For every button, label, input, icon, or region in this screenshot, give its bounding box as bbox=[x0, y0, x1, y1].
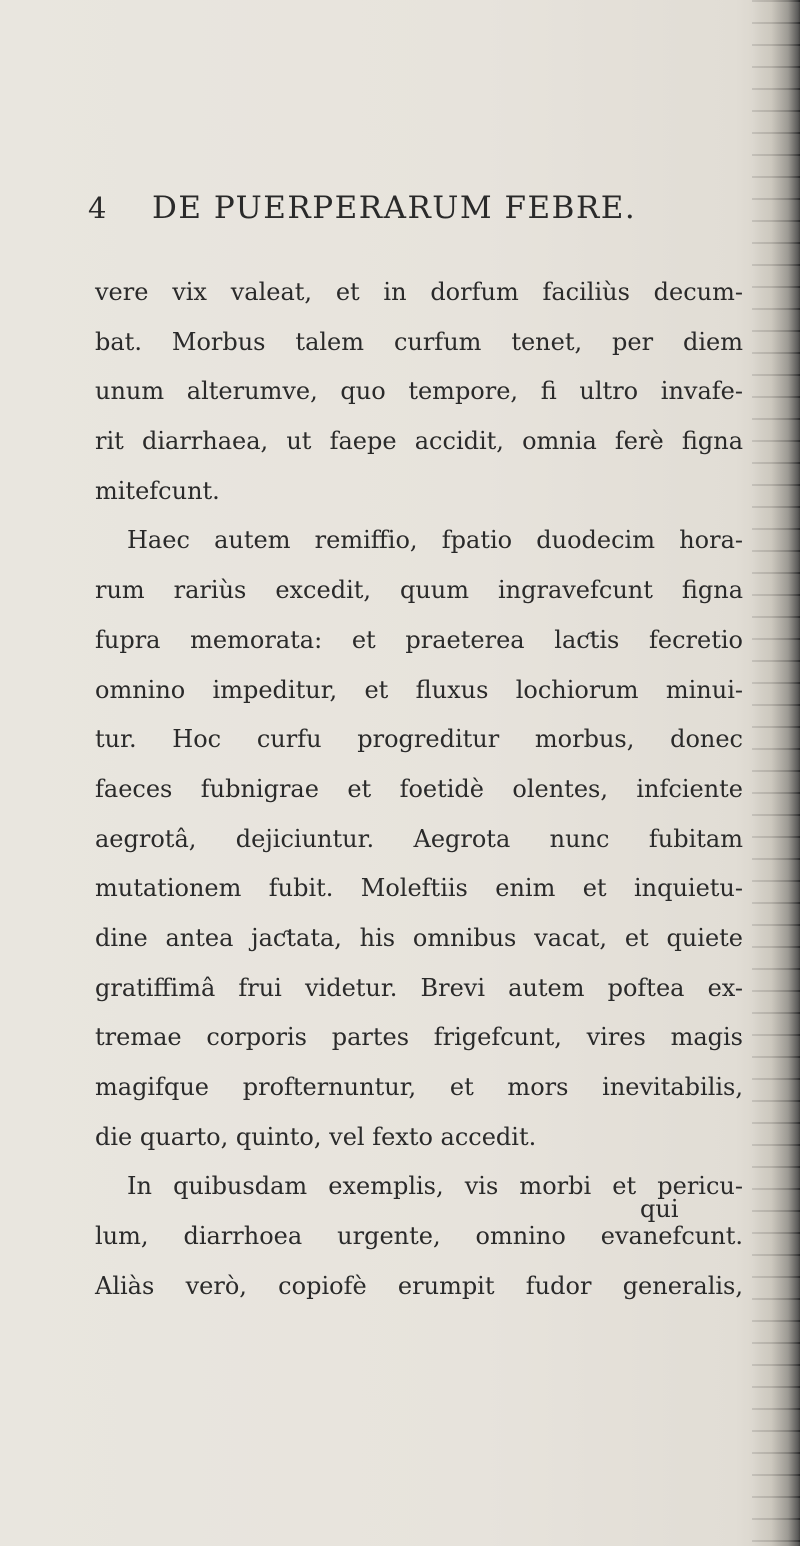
text-line: rit diarrhaea, ut faepe accidit, omnia ferè figna bbox=[95, 427, 743, 456]
running-title: DE PUERPERARUM FEBRE. bbox=[152, 190, 637, 226]
page-number: 4 bbox=[88, 191, 108, 225]
text-line: vere vix valeat, et in dorfum faciliùs decum- bbox=[95, 278, 743, 306]
text-line: rum rariùs excedit, quum ingravefcunt figna bbox=[95, 576, 743, 605]
text-line: mutationem fubit. Moleftiis enim et inquietu- bbox=[95, 874, 743, 903]
text-line: tur. Hoc curfu progreditur morbus, donec bbox=[95, 725, 743, 754]
text-line: lum, diarrhoea urgente, omnino evanefcunt. bbox=[95, 1222, 743, 1251]
running-head bbox=[88, 190, 728, 240]
text-line: tremae corporis partes frigefcunt, vires magis bbox=[95, 1023, 743, 1052]
text-line: In quibusdam exemplis, vis morbi et pericu- bbox=[127, 1172, 743, 1201]
text-line: Haec autem remiffio, fpatio duodecim hora- bbox=[127, 526, 743, 555]
text-line: Aliàs verò, copiofè erumpit fudor generalis, bbox=[95, 1271, 743, 1300]
text-block bbox=[95, 268, 743, 1311]
binding-edge bbox=[752, 0, 800, 1546]
text-line: bat. Morbus talem curfum tenet, per diem bbox=[95, 327, 743, 356]
text-line: magifque profternuntur, et mors inevitabilis, bbox=[95, 1073, 743, 1101]
text-line: faeces fubnigrae et foetidè olentes, infciente bbox=[95, 774, 743, 803]
text-line: gratiffimâ frui videtur. Brevi autem poftea ex- bbox=[95, 973, 743, 1002]
catchword: qui bbox=[640, 1195, 679, 1223]
text-line: fupra memorata: et praeterea laƈtis fecretio bbox=[95, 625, 743, 654]
text-line: unum alterumve, quo tempore, fi ultro invafe- bbox=[95, 377, 743, 406]
text-line: omnino impeditur, et fluxus lochiorum minui- bbox=[95, 675, 743, 704]
text-line: mitefcunt. bbox=[95, 476, 220, 505]
text-line: die quarto, quinto, vel fexto accedit. bbox=[95, 1122, 537, 1151]
text-line: aegrotâ, dejiciuntur. Aegrota nunc fubitam bbox=[95, 824, 743, 853]
text-line: dine antea jaƈtata, his omnibus vacat, et quiete bbox=[95, 923, 743, 952]
